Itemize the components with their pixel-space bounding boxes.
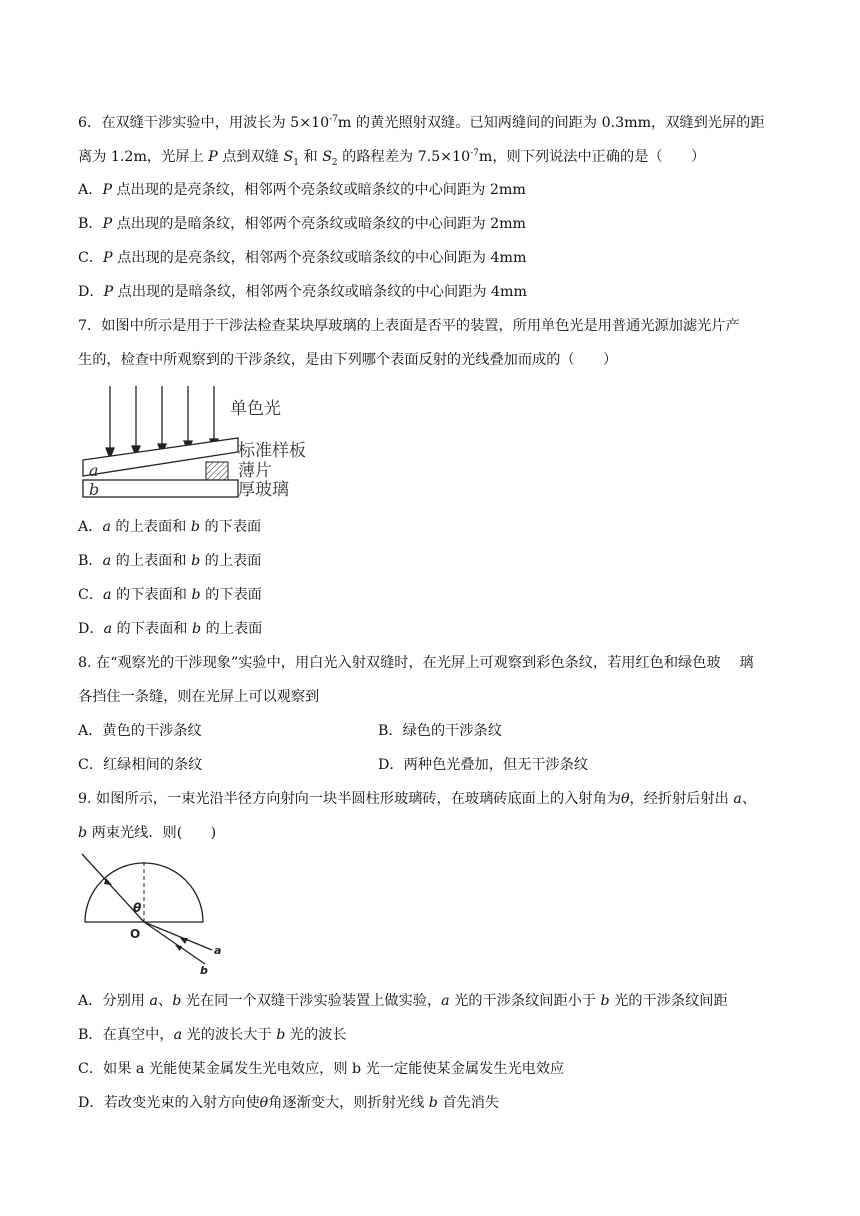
thin-film-sheet xyxy=(206,462,228,480)
q8-option-row-1 xyxy=(78,721,502,741)
label-standard-plate: 标准样板 xyxy=(238,441,306,461)
q9-stem-line-1: 9. 如图所示，一束光沿半径方向射向一块半圆柱形玻璃砖，在玻璃砖底面上的入射角为θ，经折射后射出 a、 xyxy=(78,791,757,807)
label-ray-a: a xyxy=(214,944,222,957)
q8-option-d[interactable]: D．两种色光叠加，但无干涉条纹 xyxy=(378,757,589,773)
q7-option-b[interactable]: B．a 的上表面和 b 的上表面 xyxy=(78,553,262,569)
label-a: a xyxy=(89,461,99,480)
q9-option-c[interactable]: C．如果 a 光能使某金属发生光电效应，则 b 光一定能使某金属发生光电效应 xyxy=(78,1061,565,1077)
q8-stem-line-2: 各挡住一条缝，则在光屏上可以观察到 xyxy=(78,689,320,705)
q7-option-d[interactable]: D．a 的下表面和 b 的上表面 xyxy=(78,621,263,637)
q9-option-b[interactable]: B．在真空中，a 光的波长大于 b 光的波长 xyxy=(78,1027,347,1043)
ray-b-arrow-icon xyxy=(175,945,182,951)
label-thin-film: 薄片 xyxy=(238,461,272,481)
q6-stem-line-1: 6．在双缝干涉实验中，用波长为 $5\times 10^{-7}m$ 的黄光照射双缝。已知两缝间的间距为 0.3mm，双缝到光屏的距 xyxy=(78,114,765,131)
label-theta: θ xyxy=(133,901,142,915)
q7-option-a[interactable]: A．a 的上表面和 b 的下表面 xyxy=(78,519,262,535)
label-O: O xyxy=(130,927,141,941)
q7-stem-line-2: 生的，检查中所观察到的干涉条纹，是由下列哪个表面反射的光线叠加而成的（ ） xyxy=(78,352,618,368)
thick-glass xyxy=(83,480,238,497)
q7-option-c[interactable]: C．a 的下表面和 b 的下表面 xyxy=(78,587,262,603)
q8-option-a[interactable]: A．黄色的干涉条纹 xyxy=(78,723,202,739)
q9-option-d[interactable]: D．若改变光束的入射方向使θ角逐渐变大，则折射光线 b 首先消失 xyxy=(78,1095,500,1111)
label-monochromatic-light: 单色光 xyxy=(230,399,281,419)
q8-stem-line-1: 8. 在“观察光的干涉现象”实验中，用白光入射双缝时，在光屏上可观察到彩色条纹，若用红色和绿色玻 璃 xyxy=(78,655,754,671)
q9-semicircle-glass-figure xyxy=(80,852,230,976)
q9-stem-line-2: b 两束光线．则( ) xyxy=(78,825,217,841)
q8-option-b[interactable]: B．绿色的干涉条纹 xyxy=(378,723,502,739)
label-ray-b: b xyxy=(200,964,208,976)
q6-stem-line-2: 离为 1.2m，光屏上 P 点到双缝 $S_1$ 和 $S_2$ 的路程差为 $7.5\times 10^{-7}m$，则下列说法中正确的是（ ） xyxy=(78,148,706,168)
q8-option-row-2 xyxy=(78,755,589,775)
q6-option-d[interactable]: D．P 点出现的是暗条纹，相邻两个亮条纹或暗条纹的中心间距为 4mm xyxy=(78,284,527,300)
q6-option-c[interactable]: C．P 点出现的是亮条纹，相邻两个亮条纹或暗条纹的中心间距为 4mm xyxy=(78,250,527,266)
q7-stem-line-1: 7．如图中所示是用于干涉法检查某块厚玻璃的上表面是否平的装置，所用单色光是用普通光源加滤光片产 xyxy=(78,318,740,334)
ray-a-arrow-icon xyxy=(180,938,188,944)
q6-option-a[interactable]: A．P 点出现的是亮条纹，相邻两个亮条纹或暗条纹的中心间距为 2mm xyxy=(78,182,526,198)
label-b: b xyxy=(89,480,100,499)
q7-interference-apparatus-figure xyxy=(78,382,328,504)
label-thick-glass: 厚玻璃 xyxy=(238,480,289,500)
q9-option-a[interactable]: A．分别用 a、b 光在同一个双缝干涉实验装置上做实验，a 光的干涉条纹间距小于 b 光的干涉条纹间距 xyxy=(78,993,728,1009)
q6-option-b[interactable]: B．P 点出现的是暗条纹，相邻两个亮条纹或暗条纹的中心间距为 2mm xyxy=(78,216,527,232)
q8-option-c[interactable]: C．红绿相间的条纹 xyxy=(78,757,203,773)
